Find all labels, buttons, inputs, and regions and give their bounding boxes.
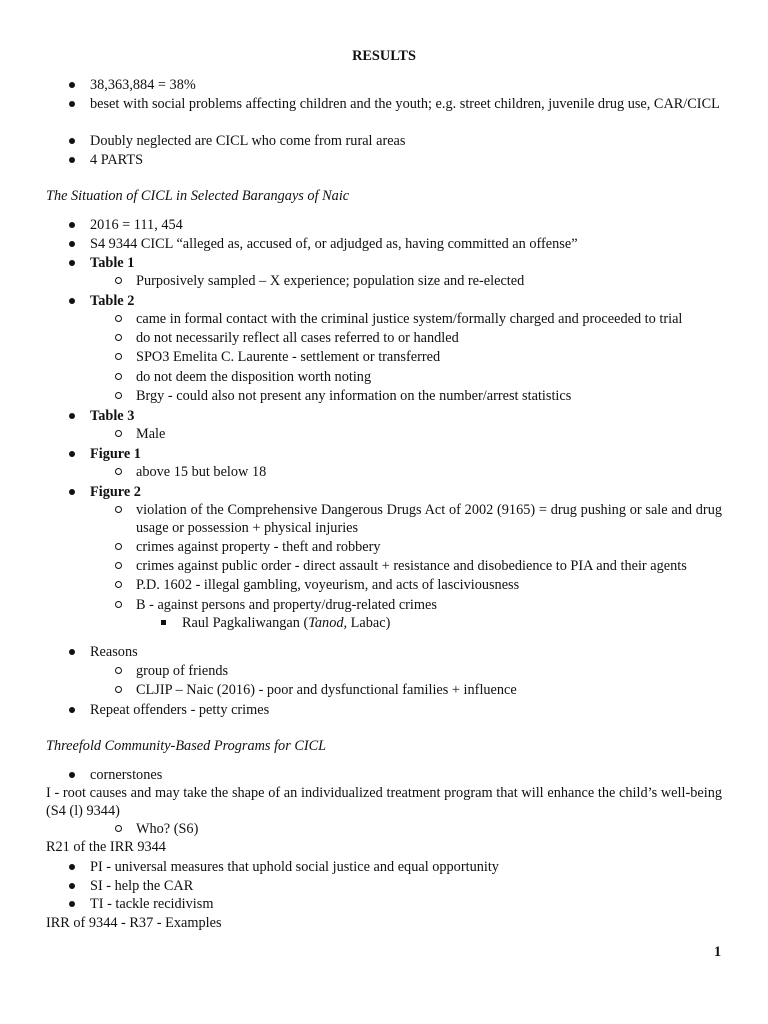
bullet-icon: [69, 132, 81, 150]
list-item: SPO3 Emelita C. Laurente - settlement or transferred: [136, 349, 441, 365]
intro-item: beset with social problems affecting children and the youth; e.g. street children, juvenile drug use, CAR/CICL: [90, 96, 720, 112]
list-item: do not deem the disposition worth noting: [136, 369, 372, 385]
list-item: crimes against public order - direct assault + resistance and disobedience to PIA and their agents: [136, 558, 687, 574]
list-item: Brgy - could also not present any information on the number/arrest statistics: [136, 388, 572, 404]
sub-bullet-icon: [115, 820, 127, 838]
section-heading: The Situation of CICL in Selected Barangays of Naic: [46, 188, 350, 204]
bullet-icon: [69, 254, 81, 272]
list-item: PI - universal measures that uphold social justice and equal opportunity: [90, 859, 499, 875]
paragraph: I - root causes and may take the shape of an individualized treatment program that will enhance the child’s well-being (S4 (l) 9344): [46, 785, 722, 819]
sub-item-italic: Tanod,: [308, 615, 348, 631]
sub-bullet-icon: [115, 681, 127, 699]
section-heading: Threefold Community-Based Programs for CICL: [46, 738, 327, 754]
table3-label: Table 3: [90, 408, 135, 424]
figure2-label: Figure 2: [90, 484, 141, 500]
paragraph: R21 of the IRR 9344: [46, 839, 166, 855]
list-item: group of friends: [136, 663, 229, 679]
bullet-icon: [69, 407, 81, 425]
list-item: crimes against property - theft and robbery: [136, 539, 381, 555]
list-item: violation of the Comprehensive Dangerous Drugs Act of 2002 (9165) = drug pushing or sale and drug usage or possession + physical injuries: [136, 502, 722, 536]
bullet-icon: [69, 235, 81, 253]
list-item: TI - tackle recidivism: [90, 896, 214, 912]
list-item: Repeat offenders - petty crimes: [90, 702, 270, 718]
sub-bullet-icon: [115, 576, 127, 594]
reasons-label: Reasons: [90, 644, 138, 660]
list-item: P.D. 1602 - illegal gambling, voyeurism, and acts of lasciviousness: [136, 577, 520, 593]
bullet-icon: [69, 858, 81, 876]
list-item: Male: [136, 426, 166, 442]
page-number: 1: [714, 944, 722, 960]
sub-bullet-icon: [115, 368, 127, 386]
sub-bullet-icon: [115, 348, 127, 366]
list-item: do not necessarily reflect all cases referred to or handled: [136, 330, 459, 346]
bullet-icon: [69, 483, 81, 501]
table2-label: Table 2: [90, 293, 135, 309]
sub-item-name: Raul Pagkaliwangan (: [182, 615, 309, 631]
list-item: SI - help the CAR: [90, 878, 194, 894]
intro-item: 4 PARTS: [90, 152, 144, 168]
list-item: came in formal contact with the criminal justice system/formally charged and proceeded to trial: [136, 311, 683, 327]
bullet-icon: [69, 877, 81, 895]
sub-bullet-icon: [115, 501, 127, 519]
sub-bullet-icon: [115, 387, 127, 405]
figure1-label: Figure 1: [90, 446, 141, 462]
sub-bullet-icon: [115, 596, 127, 614]
square-bullet-icon: [161, 614, 171, 632]
table1-label: Table 1: [90, 255, 135, 271]
bullet-icon: [69, 292, 81, 310]
sub-bullet-icon: [115, 310, 127, 328]
bullet-icon: [69, 895, 81, 913]
bullet-icon: [69, 643, 81, 661]
list-item: 2016 = 111, 454: [90, 217, 183, 233]
sub-bullet-icon: [115, 538, 127, 556]
list-item: cornerstones: [90, 767, 163, 783]
list-item: CLJIP – Naic (2016) - poor and dysfunctional families + influence: [136, 682, 517, 698]
intro-item: Doubly neglected are CICL who come from rural areas: [90, 133, 406, 149]
list-item: Purposively sampled – X experience; population size and re-elected: [136, 273, 525, 289]
paragraph: IRR of 9344 - R37 - Examples: [46, 915, 222, 931]
bullet-icon: [69, 445, 81, 463]
page-title: RESULTS: [352, 48, 416, 64]
bullet-icon: [69, 701, 81, 719]
sub-bullet-icon: [115, 272, 127, 290]
sub-bullet-icon: [115, 662, 127, 680]
list-item: B - against persons and property/drug-related crimes: [136, 597, 437, 613]
bullet-icon: [69, 151, 81, 169]
sub-bullet-icon: [115, 463, 127, 481]
list-item: above 15 but below 18: [136, 464, 267, 480]
bullet-icon: [69, 766, 81, 784]
sub-bullet-icon: [115, 329, 127, 347]
sub-bullet-icon: [115, 425, 127, 443]
list-item: [182, 614, 390, 632]
bullet-icon: [69, 216, 81, 234]
bullet-icon: [69, 76, 81, 94]
bullet-icon: [69, 95, 81, 113]
sub-item-rest: Labac): [347, 615, 391, 631]
list-item: S4 9344 CICL “alleged as, accused of, or adjudged as, having committed an offense”: [90, 236, 578, 252]
intro-item: 38,363,884 = 38%: [90, 77, 196, 93]
sub-bullet-icon: [115, 557, 127, 575]
list-item: Who? (S6): [136, 821, 199, 837]
